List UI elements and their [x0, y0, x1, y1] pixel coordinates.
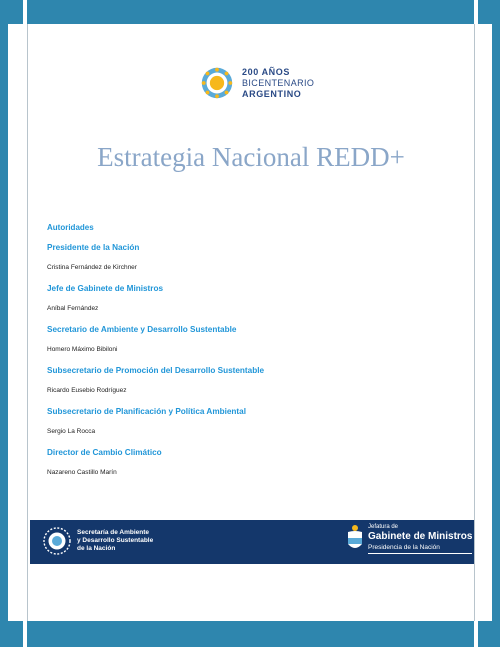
right-page-gutter — [474, 24, 475, 621]
band-divider — [23, 621, 27, 647]
institutional-footer — [30, 520, 474, 564]
role-heading: Presidente de la Nación — [47, 243, 140, 252]
logo-line-bicentenario: BICENTENARIO — [242, 77, 315, 88]
logo-line-years: 200 AÑOS — [242, 66, 290, 77]
logo-line-argentino: ARGENTINO — [242, 88, 302, 99]
left-side-strip — [0, 24, 8, 621]
secretaria-text — [77, 529, 153, 553]
bottom-band — [0, 621, 500, 647]
secretaria-line: de la Nación — [77, 545, 116, 552]
role-heading: Subsecretario de Promoción del Desarrollo Sustentable — [47, 366, 265, 375]
national-shield-icon — [346, 524, 364, 554]
top-band — [0, 0, 500, 24]
role-heading: Director de Cambio Climático — [47, 448, 162, 457]
role-heading: Secretario de Ambiente y Desarrollo Sustentable — [47, 325, 237, 334]
jefatura-text — [368, 524, 472, 554]
secretaria-line: Secretaría de Ambiente — [77, 529, 150, 536]
secretaria-line: y Desarrollo Sustentable — [77, 537, 154, 544]
authorities-heading: Autoridades — [47, 223, 94, 232]
person-name: Homero Máximo Bibiloni — [47, 346, 118, 353]
sun-logo-icon — [198, 64, 236, 102]
person-name: Aníbal Fernández — [47, 305, 99, 312]
person-name: Sergio La Rocca — [47, 428, 96, 435]
jefatura-logo — [346, 524, 472, 554]
globe-sun-icon — [42, 526, 72, 556]
person-name: Nazareno Castillo Marín — [47, 469, 117, 476]
authorities-list — [47, 221, 467, 487]
bicentenario-logo — [198, 64, 314, 102]
role-heading: Subsecretario de Planificación y Política Ambiental — [47, 407, 246, 416]
role-heading: Jefe de Gabinete de Ministros — [47, 284, 164, 293]
jefatura-subtitle: Presidencia de la Nación — [368, 543, 472, 554]
logo-text — [242, 67, 314, 100]
band-divider — [474, 0, 478, 24]
person-name: Cristina Fernández de Kirchner — [47, 264, 137, 271]
jefatura-small: Jefatura de — [368, 524, 399, 530]
secretaria-logo — [42, 526, 153, 556]
right-side-strip — [492, 24, 500, 621]
document-title: Estrategia Nacional REDD+ — [97, 142, 405, 172]
band-divider — [474, 621, 478, 647]
band-divider — [23, 0, 27, 24]
person-name: Ricardo Eusebio Rodríguez — [47, 387, 127, 394]
jefatura-title: Gabinete de Ministros — [368, 531, 473, 542]
document-page — [28, 24, 474, 621]
